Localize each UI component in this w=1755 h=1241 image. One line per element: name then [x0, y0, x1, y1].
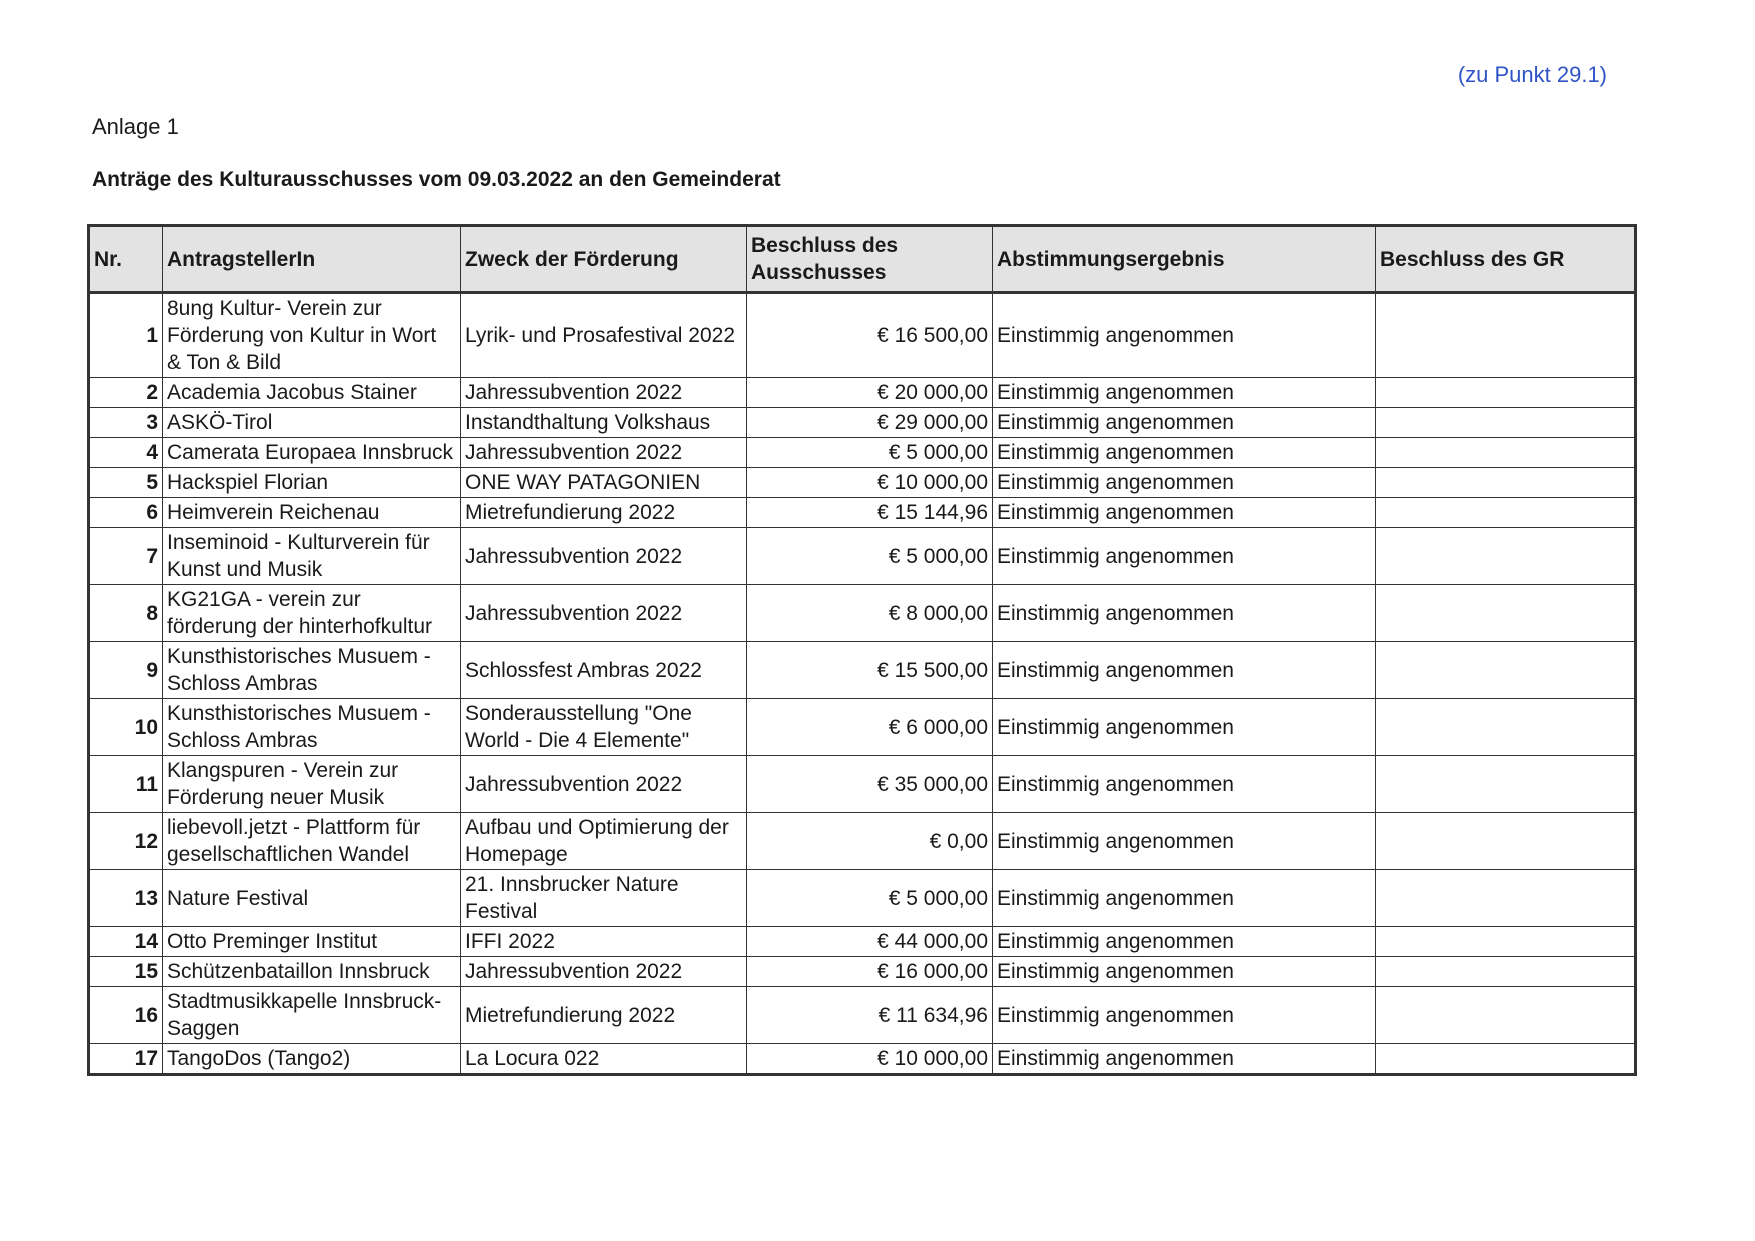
cell-beschluss: € 44 000,00 — [747, 927, 993, 957]
cell-beschluss-gr — [1376, 1044, 1636, 1075]
cell-beschluss-gr — [1376, 528, 1636, 585]
cell-zweck: Jahressubvention 2022 — [461, 756, 747, 813]
cell-antragsteller: Camerata Europaea Innsbruck — [163, 438, 461, 468]
cell-antragsteller: KG21GA - verein zur förderung der hinterhofkultur — [163, 585, 461, 642]
cell-zweck: Sonderausstellung "One World - Die 4 Elemente" — [461, 699, 747, 756]
cell-antragsteller: Schützenbataillon Innsbruck — [163, 957, 461, 987]
cell-nr: 2 — [89, 378, 163, 408]
table-row — [89, 699, 1636, 756]
column-header-antragsteller: AntragstellerIn — [163, 226, 461, 293]
cell-antragsteller: Heimverein Reichenau — [163, 498, 461, 528]
table-row — [89, 870, 1636, 927]
table-row — [89, 813, 1636, 870]
cell-zweck: La Locura 022 — [461, 1044, 747, 1075]
cell-abstimmungsergebnis: Einstimmig angenommen — [993, 870, 1376, 927]
cell-zweck: 21. Innsbrucker Nature Festival — [461, 870, 747, 927]
cell-beschluss: € 29 000,00 — [747, 408, 993, 438]
cell-nr: 14 — [89, 927, 163, 957]
cell-beschluss: € 10 000,00 — [747, 1044, 993, 1075]
cell-beschluss: € 6 000,00 — [747, 699, 993, 756]
cell-antragsteller: Otto Preminger Institut — [163, 927, 461, 957]
table-body — [89, 293, 1636, 1075]
cell-beschluss: € 5 000,00 — [747, 438, 993, 468]
cell-beschluss-gr — [1376, 498, 1636, 528]
cell-beschluss: € 35 000,00 — [747, 756, 993, 813]
cell-abstimmungsergebnis: Einstimmig angenommen — [993, 498, 1376, 528]
cell-nr: 4 — [89, 438, 163, 468]
cell-beschluss-gr — [1376, 987, 1636, 1044]
table-row — [89, 756, 1636, 813]
cell-nr: 3 — [89, 408, 163, 438]
cell-antragsteller: Inseminoid - Kulturverein für Kunst und Musik — [163, 528, 461, 585]
cell-zweck: Schlossfest Ambras 2022 — [461, 642, 747, 699]
cell-beschluss: € 8 000,00 — [747, 585, 993, 642]
cell-beschluss: € 10 000,00 — [747, 468, 993, 498]
cell-beschluss-gr — [1376, 756, 1636, 813]
cell-antragsteller: Stadtmusikkapelle Innsbruck-Saggen — [163, 987, 461, 1044]
cell-antragsteller: ASKÖ-Tirol — [163, 408, 461, 438]
cell-nr: 13 — [89, 870, 163, 927]
table-row — [89, 293, 1636, 378]
cell-zweck: Lyrik- und Prosafestival 2022 — [461, 293, 747, 378]
cell-antragsteller: 8ung Kultur- Verein zur Förderung von Kultur in Wort & Ton & Bild — [163, 293, 461, 378]
cell-zweck: Mietrefundierung 2022 — [461, 498, 747, 528]
cell-abstimmungsergebnis: Einstimmig angenommen — [993, 813, 1376, 870]
cell-beschluss: € 16 500,00 — [747, 293, 993, 378]
cell-nr: 11 — [89, 756, 163, 813]
cell-abstimmungsergebnis: Einstimmig angenommen — [993, 756, 1376, 813]
cell-beschluss: € 5 000,00 — [747, 528, 993, 585]
column-header-beschluss-gr: Beschluss des GR — [1376, 226, 1636, 293]
cell-zweck: IFFI 2022 — [461, 927, 747, 957]
cell-abstimmungsergebnis: Einstimmig angenommen — [993, 438, 1376, 468]
cell-zweck: Jahressubvention 2022 — [461, 438, 747, 468]
cell-nr: 10 — [89, 699, 163, 756]
table-row — [89, 468, 1636, 498]
cell-beschluss-gr — [1376, 438, 1636, 468]
cell-beschluss-gr — [1376, 585, 1636, 642]
cell-antragsteller: Hackspiel Florian — [163, 468, 461, 498]
antraege-table — [87, 224, 1637, 1076]
cell-beschluss: € 20 000,00 — [747, 378, 993, 408]
cell-zweck: Instandthaltung Volkshaus — [461, 408, 747, 438]
cell-nr: 15 — [89, 957, 163, 987]
cell-nr: 9 — [89, 642, 163, 699]
cell-abstimmungsergebnis: Einstimmig angenommen — [993, 987, 1376, 1044]
cell-abstimmungsergebnis: Einstimmig angenommen — [993, 957, 1376, 987]
cell-abstimmungsergebnis: Einstimmig angenommen — [993, 585, 1376, 642]
cell-antragsteller: Academia Jacobus Stainer — [163, 378, 461, 408]
cell-nr: 8 — [89, 585, 163, 642]
cell-antragsteller: liebevoll.jetzt - Plattform für gesellschaftlichen Wandel — [163, 813, 461, 870]
cell-beschluss: € 15 500,00 — [747, 642, 993, 699]
table-row — [89, 642, 1636, 699]
cell-abstimmungsergebnis: Einstimmig angenommen — [993, 699, 1376, 756]
cell-beschluss-gr — [1376, 642, 1636, 699]
table-row — [89, 528, 1636, 585]
cell-nr: 6 — [89, 498, 163, 528]
cell-beschluss: € 5 000,00 — [747, 870, 993, 927]
cell-beschluss: € 11 634,96 — [747, 987, 993, 1044]
cell-zweck: Mietrefundierung 2022 — [461, 987, 747, 1044]
cell-nr: 1 — [89, 293, 163, 378]
cell-antragsteller: Nature Festival — [163, 870, 461, 927]
cell-abstimmungsergebnis: Einstimmig angenommen — [993, 642, 1376, 699]
cell-abstimmungsergebnis: Einstimmig angenommen — [993, 927, 1376, 957]
cell-antragsteller: Klangspuren - Verein zur Förderung neuer Musik — [163, 756, 461, 813]
table-row — [89, 408, 1636, 438]
cell-zweck: Jahressubvention 2022 — [461, 528, 747, 585]
cell-abstimmungsergebnis: Einstimmig angenommen — [993, 468, 1376, 498]
column-header-nr: Nr. — [89, 226, 163, 293]
table-row — [89, 927, 1636, 957]
reference-label: (zu Punkt 29.1) — [1457, 62, 1607, 87]
column-header-zweck: Zweck der Förderung — [461, 226, 747, 293]
table-header-row — [89, 226, 1636, 293]
cell-beschluss-gr — [1376, 813, 1636, 870]
cell-zweck: Jahressubvention 2022 — [461, 378, 747, 408]
table-row — [89, 585, 1636, 642]
cell-abstimmungsergebnis: Einstimmig angenommen — [993, 293, 1376, 378]
table-row — [89, 498, 1636, 528]
cell-nr: 7 — [89, 528, 163, 585]
cell-beschluss-gr — [1376, 378, 1636, 408]
cell-beschluss-gr — [1376, 927, 1636, 957]
page-title: Anträge des Kulturausschusses vom 09.03.2022 an den Gemeinderat — [92, 168, 781, 191]
table-row — [89, 438, 1636, 468]
cell-nr: 12 — [89, 813, 163, 870]
cell-abstimmungsergebnis: Einstimmig angenommen — [993, 528, 1376, 585]
cell-beschluss-gr — [1376, 408, 1636, 438]
table-row — [89, 378, 1636, 408]
cell-zweck: Jahressubvention 2022 — [461, 957, 747, 987]
cell-abstimmungsergebnis: Einstimmig angenommen — [993, 378, 1376, 408]
cell-nr: 5 — [89, 468, 163, 498]
cell-beschluss-gr — [1376, 468, 1636, 498]
anlage-label: Anlage 1 — [92, 114, 179, 139]
table-row — [89, 987, 1636, 1044]
column-header-abstimmungsergebnis: Abstimmungsergebnis — [993, 226, 1376, 293]
table-row — [89, 1044, 1636, 1075]
cell-beschluss: € 15 144,96 — [747, 498, 993, 528]
cell-beschluss: € 16 000,00 — [747, 957, 993, 987]
cell-zweck: Jahressubvention 2022 — [461, 585, 747, 642]
cell-beschluss-gr — [1376, 870, 1636, 927]
cell-nr: 16 — [89, 987, 163, 1044]
cell-beschluss-gr — [1376, 699, 1636, 756]
cell-zweck: ONE WAY PATAGONIEN — [461, 468, 747, 498]
column-header-beschluss-ausschuss: Beschluss des Ausschusses — [747, 226, 993, 293]
cell-zweck: Aufbau und Optimierung der Homepage — [461, 813, 747, 870]
cell-abstimmungsergebnis: Einstimmig angenommen — [993, 408, 1376, 438]
cell-beschluss-gr — [1376, 957, 1636, 987]
cell-beschluss-gr — [1376, 293, 1636, 378]
table-row — [89, 957, 1636, 987]
cell-nr: 17 — [89, 1044, 163, 1075]
cell-beschluss: € 0,00 — [747, 813, 993, 870]
cell-antragsteller: Kunsthistorisches Musuem - Schloss Ambras — [163, 699, 461, 756]
cell-antragsteller: TangoDos (Tango2) — [163, 1044, 461, 1075]
cell-antragsteller: Kunsthistorisches Musuem - Schloss Ambras — [163, 642, 461, 699]
cell-abstimmungsergebnis: Einstimmig angenommen — [993, 1044, 1376, 1075]
